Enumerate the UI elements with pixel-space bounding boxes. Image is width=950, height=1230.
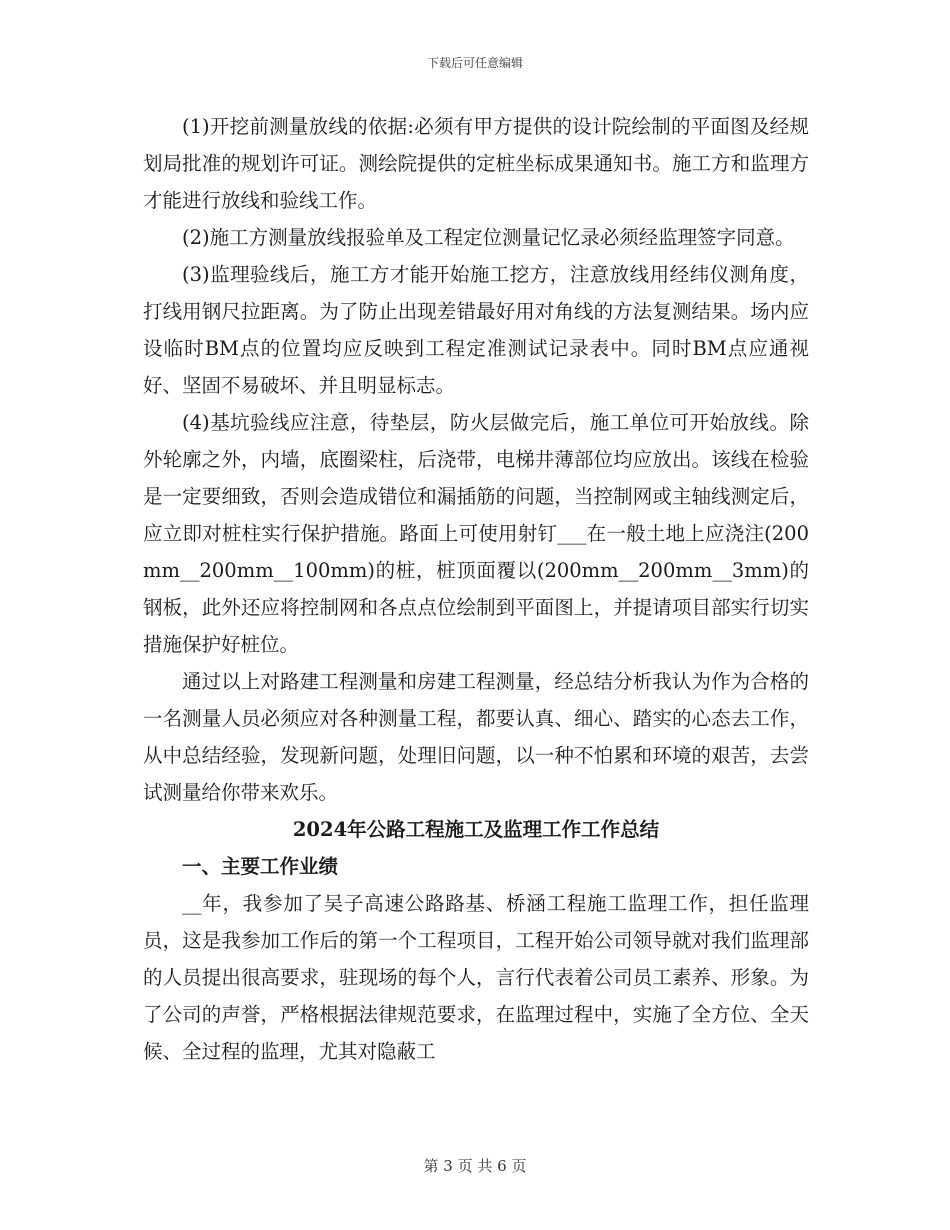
paragraph-3: (3)监理验线后，施工方才能开始施工挖方，注意放线用经纬仪测角度，打线用钢尺拉距离。为了防止出现差错最好用对角线的方法复测结果。场内应设临时BM点的位置均应反映到工程定准测试记录表中。同时BM点应通视好、坚固不易破坏、并且明显标志。 [143, 263, 809, 397]
paragraph-1: (1)开挖前测量放线的依据:必须有甲方提供的设计院绘制的平面图及经规划局批准的规划许可证。测绘院提供的定桩坐标成果通知书。施工方和监理方才能进行放线和验线工作。 [143, 115, 809, 212]
section-heading: 一、主要工作业绩 [182, 855, 339, 878]
page-header: 下载后可任意编辑 [426, 56, 523, 70]
paragraph-4: (4)基坑验线应注意，待垫层，防火层做完后，施工单位可开始放线。除外轮廓之外，内墙，底圈梁柱，后浇带，电梯井薄部位均应放出。该线在检验是一定要细致，否则会造成错位和漏插筋的问题，当控制网或主轴线测定后，应立即对桩柱实行保护措施。路面上可使用射钉___在一般土地上应浇注(200mm__200mm__100mm)的桩，桩顶面覆以(200mm__200mm__3mm)的钢板，此外还应将控制网和各点点位绘制到平面图上，并提请项目部实行切实措施保护好桩位。 [143, 411, 809, 656]
paragraph-2: (2)施工方测量放线报验单及工程定位测量记忆录必须经监理签字同意。 [182, 226, 795, 249]
paragraph-6: __年，我参加了吴子高速公路路基、桥涵工程施工监理工作，担任监理员，这是我参加工作后的第一个工程项目，工程开始公司领导就对我们监理部的人员提出很高要求，驻现场的每个人，言行代表着公司员工素养、形象。为了公司的声誉，严格根据法律规范要求，在监理过程中，实施了全方位、全天候、全过程的监理，尤其对隐蔽工 [143, 892, 809, 1063]
document-title: 2024年公路工程施工及监理工作工作总结 [292, 818, 660, 841]
document-body [143, 108, 809, 1070]
paragraph-5: 通过以上对路建工程测量和房建工程测量，经总结分析我认为作为合格的一名测量人员必须应对各种测量工程，都要认真、细心、踏实的心态去工作，从中总结经验，发现新问题，处理旧问题，以一种不怕累和环境的艰苦，去尝试测量给你带来欢乐。 [143, 670, 809, 804]
page-number: 第 3 页 共 6 页 [423, 1157, 527, 1175]
